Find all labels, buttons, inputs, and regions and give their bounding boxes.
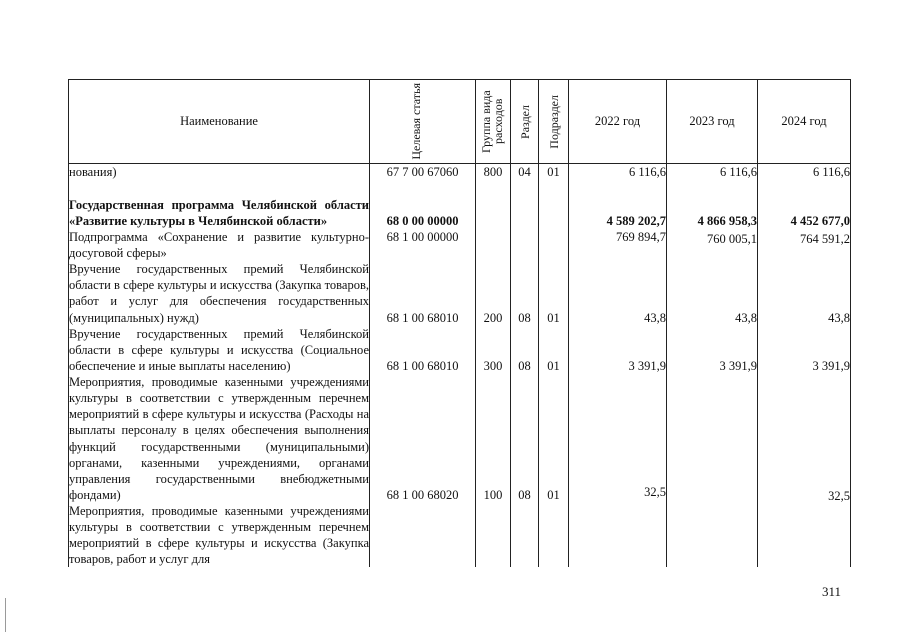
page-number: 311 <box>822 584 842 599</box>
row-expense-group <box>476 180 511 229</box>
row-target-article: 68 1 00 68010 <box>370 326 476 374</box>
row-name: Мероприятия, проводимые казенными учреждениями культуры в соответствии с утвержденным перечнем мероприятий в сфере культуры и искусства (Закупка товаров, работ и услуг для <box>69 503 369 567</box>
row-target-article: 68 1 00 68010 <box>370 261 476 325</box>
row-value-2024: 4 452 677,0 <box>758 180 851 229</box>
row-name: нования) <box>69 164 370 181</box>
row-subsection: 01 <box>539 164 569 181</box>
row-name: Государственная программа Челябинской области «Развитие культуры в Челябинской области» <box>69 180 370 229</box>
row-value-2023: 43,8 <box>667 261 758 325</box>
row-value-2022: 769 894,7 <box>569 229 667 261</box>
row-subsection <box>539 229 569 261</box>
table-row <box>69 326 851 374</box>
row-value-2023 <box>667 374 758 503</box>
row-value-2024: 6 116,6 <box>758 164 851 181</box>
row-subsection: 01 <box>539 374 569 503</box>
row-target-article: 68 1 00 00000 <box>370 229 476 261</box>
row-value-2022: 6 116,6 <box>569 164 667 181</box>
header-name: Наименование <box>69 80 370 164</box>
row-section: 08 <box>511 261 539 325</box>
row-value-2024 <box>758 503 851 567</box>
row-value-2022 <box>569 503 667 567</box>
row-subsection <box>539 503 569 567</box>
table-row <box>69 503 851 567</box>
header-section-label: Раздел <box>517 104 532 139</box>
row-value-2024: 32,5 <box>758 375 851 504</box>
row-expense-group <box>476 503 511 567</box>
row-target-article: 67 7 00 67060 <box>370 164 476 181</box>
row-value-2024: 764 591,2 <box>758 229 851 261</box>
table-row <box>69 229 851 261</box>
row-target-article <box>370 503 476 567</box>
table-row <box>69 180 851 229</box>
header-year-2024: 2024 год <box>758 80 851 164</box>
row-section <box>511 503 539 567</box>
table-row <box>69 374 851 503</box>
row-expense-group <box>476 229 511 261</box>
row-subsection: 01 <box>539 326 569 374</box>
row-section: 08 <box>511 326 539 374</box>
row-value-2023: 6 116,6 <box>667 164 758 181</box>
row-value-2023: 760 005,1 <box>667 229 758 261</box>
row-subsection: 01 <box>539 261 569 325</box>
row-name: Мероприятия, проводимые казенными учреждениями культуры в соответствии с утвержденным перечнем мероприятий в сфере культуры и искусства (Расходы на выплаты персоналу в целях обеспечения выполнения функций государственными (муниципальными) органами, казенными учреждениями, органами управления государственными внебюджетными фондами) <box>69 375 369 502</box>
header-expense-group <box>476 80 511 164</box>
header-expense-group-label: Группа вида расходов <box>479 90 505 153</box>
row-value-2024: 3 391,9 <box>758 326 851 374</box>
row-value-2023: 3 391,9 <box>667 326 758 374</box>
row-target-article: 68 1 00 68020 <box>370 374 476 503</box>
table-row <box>69 261 851 325</box>
row-name: Вручение государственных премий Челябинской области в сфере культуры и искусства (Социальное обеспечение и иные выплаты населению) <box>69 326 369 373</box>
row-subsection <box>539 180 569 229</box>
row-name: Вручение государственных премий Челябинской области в сфере культуры и искусства (Закупка товаров, работ и услуг для обеспечения государственных (муниципальных) нужд) <box>69 262 369 325</box>
row-value-2022: 43,8 <box>569 261 667 325</box>
header-row <box>69 80 851 164</box>
header-section <box>511 80 539 164</box>
header-target-article <box>370 80 476 164</box>
row-expense-group: 800 <box>476 164 511 181</box>
row-value-2022: 4 589 202,7 <box>569 180 667 229</box>
header-year-2022: 2022 год <box>569 80 667 164</box>
row-target-article: 68 0 00 00000 <box>370 180 476 229</box>
row-section <box>511 180 539 229</box>
header-target-article-label: Целевая статья <box>408 83 423 160</box>
table-row <box>69 164 851 181</box>
row-value-2023: 4 866 958,3 <box>667 180 758 229</box>
row-value-2023 <box>667 503 758 567</box>
row-value-2022: 3 391,9 <box>569 326 667 374</box>
header-subsection-label: Подраздел <box>546 94 561 149</box>
row-expense-group: 300 <box>476 326 511 374</box>
row-value-2024: 43,8 <box>758 261 851 325</box>
row-section: 04 <box>511 164 539 181</box>
row-section <box>511 229 539 261</box>
header-subsection <box>539 80 569 164</box>
budget-table <box>68 79 851 567</box>
row-expense-group: 100 <box>476 374 511 503</box>
row-expense-group: 200 <box>476 261 511 325</box>
header-year-2023: 2023 год <box>667 80 758 164</box>
row-value-2022: 32,5 <box>569 374 667 503</box>
scan-edge-mark <box>5 598 6 632</box>
row-name: Подпрограмма «Сохранение и развитие культурно-досуговой сферы» <box>69 230 369 261</box>
row-section: 08 <box>511 374 539 503</box>
